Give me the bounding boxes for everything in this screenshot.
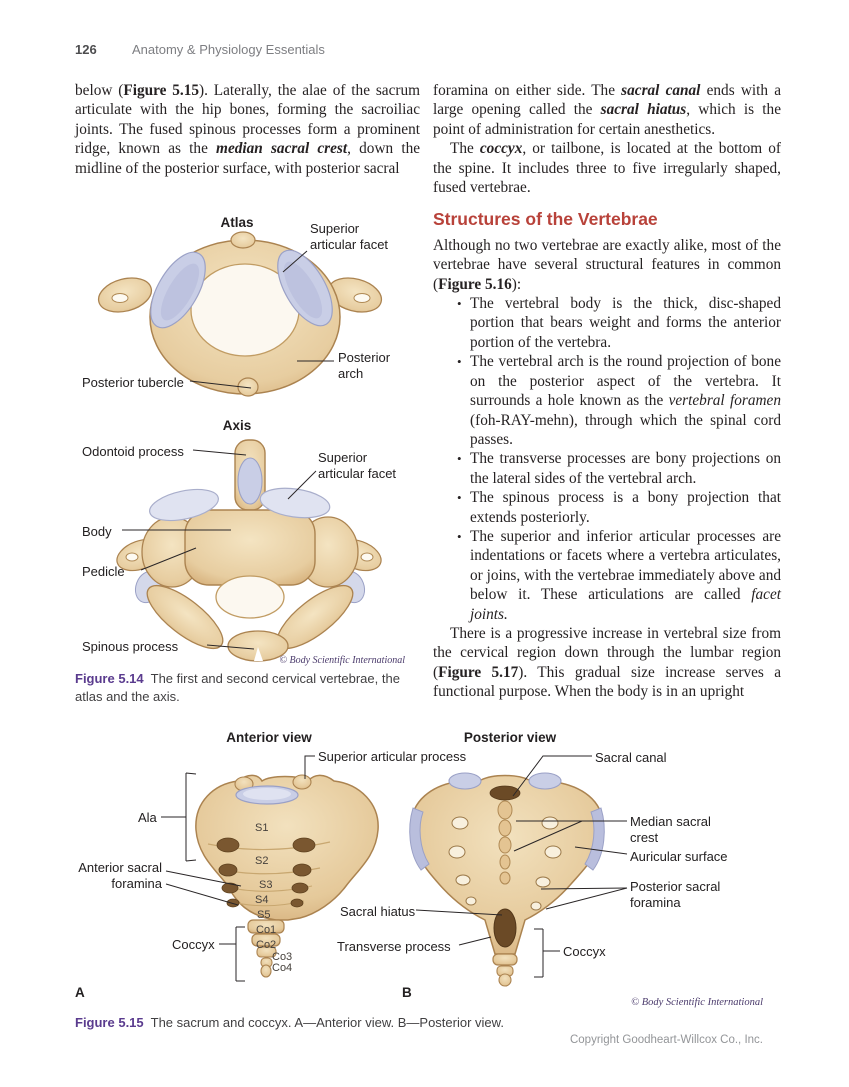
body-paragraph: There is a progressive increase in vertebral size from the cervical region down through the lumbar region (Figure 5.17). This gradual size increase serves a functional purpose. When the body is in an upright (433, 624, 781, 701)
atlas-figure-title: Atlas (220, 215, 254, 230)
label-body: Body (82, 524, 112, 539)
label-coccyx-anterior: Coccyx (172, 937, 215, 952)
segment-marker-s4: S4 (255, 894, 269, 906)
page-number: 126 (75, 42, 97, 57)
copyright-notice: Copyright Goodheart-Willcox Co., Inc. (569, 1034, 763, 1046)
label-posterior-sacral-foramina: Posterior sacral foramina (630, 879, 721, 910)
segment-marker-s5: S5 (257, 909, 271, 921)
label-sacral-canal: Sacral canal (595, 750, 667, 765)
label-median-sacral-crest: Median sacral crest (630, 814, 711, 845)
book-title: Anatomy & Physiology Essentials (132, 42, 325, 57)
anterior-view-title: Anterior view (226, 730, 312, 745)
figure-caption-text: The sacrum and coccyx. A—Anterior view. B—Posterior view. (150, 1015, 504, 1030)
illustration-credit: © Body Scientific International (279, 655, 405, 666)
body-paragraph: foramina on either side. The sacral canal ends with a large opening called the sacral hiatus, which is the point of administration for certain anesthetics. (433, 82, 781, 138)
figure-caption (75, 670, 420, 705)
label-axis-superior-articular-facet: Superior articular facet (318, 450, 397, 481)
label-superior-articular-process: Superior articular process (318, 749, 467, 764)
left-text-column (75, 81, 420, 178)
label-ala: Ala (138, 810, 157, 825)
panel-letter-b: B (402, 985, 412, 1000)
label-auricular-surface: Auricular surface (630, 849, 728, 864)
label-anterior-sacral-foramina: Anterior sacral foramina (78, 860, 162, 891)
label-spinous-process: Spinous process (82, 639, 179, 654)
label-coccyx-posterior: Coccyx (563, 944, 606, 959)
segment-marker-co3: Co3 (272, 951, 293, 963)
segment-marker-s1: S1 (255, 822, 269, 834)
illustration-credit: © Body Scientific International (631, 997, 763, 1008)
panel-letter-a: A (75, 985, 85, 1000)
list-item: • The vertebral body is the thick, disc-shaped portion that bears weight and forms the anterior portion of the vertebra. (470, 294, 781, 352)
right-text-column (433, 81, 781, 702)
segment-marker-s2: S2 (255, 855, 269, 867)
list-item: • The vertebral arch is the round projection of bone on the posterior aspect of the vertebra. It surrounds a hole known as the vertebral foramen (foh-RAY-mehn), through which the spinal cord passes. (470, 352, 781, 449)
figure-caption-label: Figure 5.15 (75, 1015, 144, 1030)
list-item: • The spinous process is a bony projection that extends posteriorly. (470, 488, 781, 527)
label-posterior-tubercle: Posterior tubercle (82, 375, 184, 390)
figure-caption-text: The first and second cervical vertebrae, the atlas and the axis. (75, 671, 400, 704)
label-posterior-arch: Posterior arch (338, 350, 391, 381)
body-paragraph: The coccyx, or tailbone, is located at the bottom of the spine. It includes three to five irregularly shaped, fused vertebrae. (433, 140, 781, 197)
axis-figure-title: Axis (222, 418, 252, 433)
segment-marker-co4: Co4 (272, 962, 293, 974)
label-odontoid-process: Odontoid process (82, 444, 184, 459)
figure-caption (75, 1014, 695, 1032)
body-paragraph: Although no two vertebrae are exactly alike, most of the vertebrae have several structural features in common (Figure 5.16): (433, 236, 781, 293)
segment-marker-co2: Co2 (256, 939, 277, 951)
label-pedicle: Pedicle (82, 564, 125, 579)
feature-bullet-list (433, 294, 781, 624)
label-atlas-superior-articular-facet: Superior articular facet (310, 221, 389, 252)
segment-marker-s3: S3 (259, 879, 273, 891)
section-heading: Structures of the Vertebrae (433, 209, 658, 230)
label-sacral-hiatus: Sacral hiatus (340, 904, 416, 919)
figure-caption-label: Figure 5.14 (75, 671, 144, 686)
list-item: • The transverse processes are bony projections on the lateral sides of the vertebral arch. (470, 449, 781, 488)
body-paragraph: below (Figure 5.15). Laterally, the alae of the sacrum articulate with the hip bones, forming the sacroiliac joints. The fused spinous processes form a prominent ridge, known as the median sacral crest, down the midline of the posterior surface, with posterior sacral (75, 82, 421, 177)
list-item: • The superior and inferior articular processes are indentations or facets where a vertebra articulates, or joins, with the vertebrae immediately above and below it. These articulations are called facet joints. (470, 527, 781, 624)
posterior-view-title: Posterior view (463, 730, 557, 745)
label-transverse-process: Transverse process (337, 939, 451, 954)
segment-marker-co1: Co1 (256, 924, 277, 936)
